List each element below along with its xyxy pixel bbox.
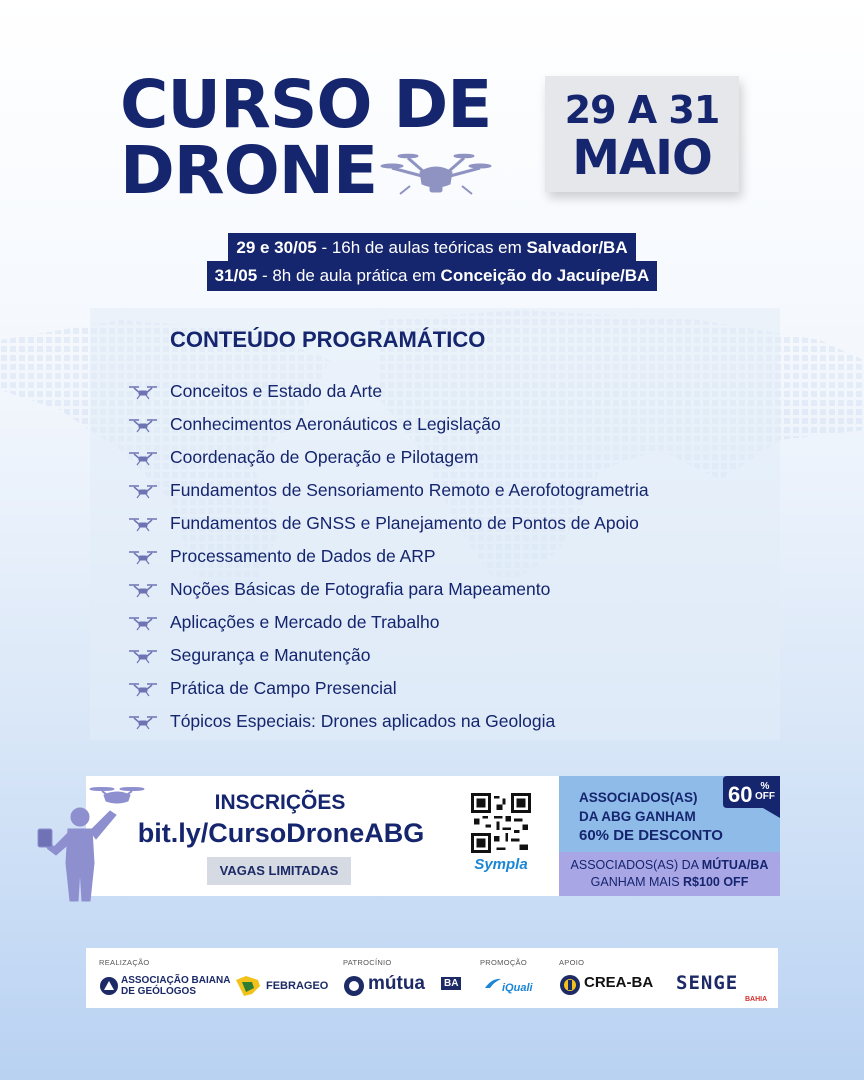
patrocinio-caption: PATROCÍNIO <box>343 958 392 967</box>
drone-bullet-icon <box>128 615 158 631</box>
content-item-text: Tópicos Especiais: Drones aplicados na Geologia <box>170 711 556 731</box>
promocao-caption: PROMOÇÃO <box>480 958 527 967</box>
mutua-logo-icon <box>343 975 365 997</box>
crea-seal-icon <box>559 974 581 996</box>
content-item-text: Noções Básicas de Fotografia para Mapeamento <box>170 579 551 599</box>
schedule-2-place: Conceição do Jacuípe/BA <box>440 266 650 285</box>
drone-bullet-icon <box>128 483 158 499</box>
mutua-offer-post: GANHAM MAIS <box>590 875 684 889</box>
content-item-text: Segurança e Manutenção <box>170 645 371 665</box>
drone-bullet-icon <box>128 516 158 532</box>
drone-bullet-icon <box>128 549 158 565</box>
title-line-2: DRONE <box>120 132 378 209</box>
drone-bullet-icon <box>128 417 158 433</box>
sympla-logo: Sympla <box>474 856 528 873</box>
mutua-logo-text: mútua <box>368 973 425 994</box>
abg-offer-line-1: ASSOCIADOS(AS) <box>579 790 698 805</box>
content-item-text: Fundamentos de GNSS e Planejamento de Pontos de Apoio <box>170 513 639 533</box>
discount-badge <box>723 776 780 818</box>
drone-bullet-icon <box>128 450 158 466</box>
content-heading: CONTEÚDO PROGRAMÁTICO <box>170 327 486 352</box>
mutua-discount-panel <box>559 852 780 896</box>
content-list-item <box>128 639 649 672</box>
content-item-text: Conhecimentos Aeronáuticos e Legislação <box>170 414 501 434</box>
apoio-caption: APOIO <box>559 958 585 967</box>
drone-bullet-icon <box>128 384 158 400</box>
brazil-map-icon <box>232 974 262 998</box>
content-list-item <box>128 573 649 606</box>
iquali-swoosh-icon <box>484 976 502 990</box>
schedule-2-text: - 8h de aula prática em <box>257 266 441 285</box>
discount-badge-percent: % <box>760 781 770 792</box>
drone-illustration-icon <box>380 150 492 202</box>
schedule-2-days: 31/05 <box>214 266 258 285</box>
content-list-item <box>128 375 649 408</box>
schedule-line-2 <box>0 261 864 291</box>
content-list <box>128 375 649 738</box>
abg-offer-line-2: DA ABG GANHAM <box>579 809 696 824</box>
iquali-logo-text: iQuali <box>502 982 533 994</box>
date-badge <box>545 76 739 192</box>
abg-logo-line-2: DE GEÓLOGOS <box>121 986 197 997</box>
content-list-item <box>128 540 649 573</box>
title-line-1: CURSO DE <box>120 66 492 143</box>
limited-spots-badge: VAGAS LIMITADAS <box>207 857 351 885</box>
qr-code-icon[interactable] <box>471 793 531 853</box>
discount-badge-off: OFF <box>755 791 775 802</box>
registration-link[interactable]: bit.ly/CursoDroneABG <box>137 818 425 848</box>
content-item-text: Conceitos e Estado da Arte <box>170 381 383 401</box>
content-item-text: Fundamentos de Sensoriamento Remoto e Aerofotogrametria <box>170 480 649 500</box>
abg-offer-line-3: 60% DE DESCONTO <box>579 827 723 844</box>
date-month: MAIO <box>572 130 712 186</box>
content-item-text: Prática de Campo Presencial <box>170 678 397 698</box>
content-list-item <box>128 606 649 639</box>
mutua-offer-name: MÚTUA/BA <box>701 858 769 872</box>
schedule-1-place: Salvador/BA <box>526 238 628 257</box>
content-list-item <box>128 672 649 705</box>
date-days: 29 A 31 <box>564 88 720 132</box>
senge-logo-bahia: BAHIA <box>745 996 768 1003</box>
content-item-text: Processamento de Dados de ARP <box>170 546 436 566</box>
schedule-line-1 <box>0 233 864 263</box>
crea-logo-text: CREA-BA <box>584 974 654 991</box>
abg-logo-icon <box>99 976 119 996</box>
content-item-text: Coordenação de Operação e Pilotagem <box>170 447 479 467</box>
content-list-item <box>128 441 649 474</box>
mutua-logo-ba: BA <box>441 977 461 990</box>
schedule-1-days: 29 e 30/05 <box>236 238 317 257</box>
content-list-item <box>128 705 649 738</box>
drone-bullet-icon <box>128 648 158 664</box>
mutua-offer-pre: ASSOCIADOS(AS) DA <box>570 858 702 872</box>
realizacao-caption: REALIZAÇÃO <box>99 958 150 967</box>
drone-bullet-icon <box>128 582 158 598</box>
schedule-1-text: - 16h de aulas teóricas em <box>316 238 527 257</box>
drone-bullet-icon <box>128 681 158 697</box>
registration-label: INSCRIÇÕES <box>214 791 346 814</box>
content-list-item <box>128 474 649 507</box>
discount-badge-number: 60 <box>728 782 753 807</box>
febrageo-logo-text: FEBRAGEO <box>266 980 329 992</box>
mutua-offer-value: R$100 OFF <box>683 875 749 889</box>
content-list-item <box>128 507 649 540</box>
content-list-item <box>128 408 649 441</box>
content-item-text: Aplicações e Mercado de Trabalho <box>170 612 440 632</box>
drone-bullet-icon <box>128 714 158 730</box>
senge-logo-text: SENGE <box>676 972 739 994</box>
abg-logo-line-1: ASSOCIAÇÃO BAIANA <box>121 975 231 986</box>
